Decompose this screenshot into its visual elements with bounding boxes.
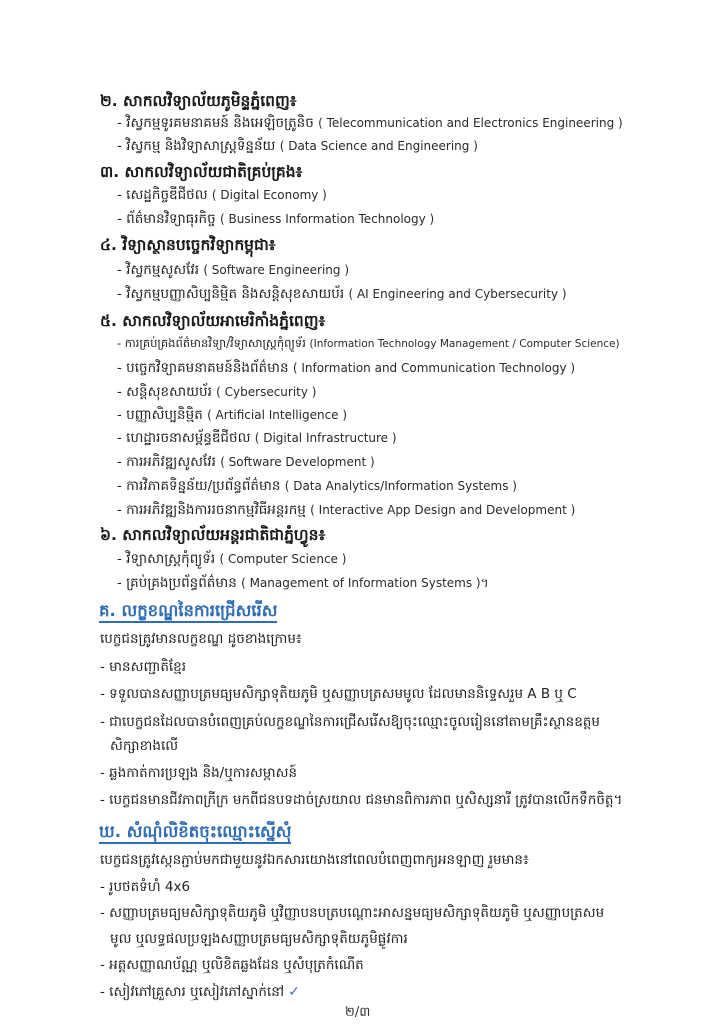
documents-item: - រូបថតទំហំ 4x6: [100, 879, 191, 895]
criteria-heading: គ. លក្ខខណ្ឌនៃការជ្រើសរើស: [99, 603, 277, 620]
criteria-item: - មានសញ្ជាតិខ្មែរ: [100, 659, 187, 675]
documents-item-continuation: មូល ឬលទ្ធផលប្រឡងសញ្ញាបត្រមធ្យមសិក្សាទុតិយភូមិផ្លូវការ: [110, 931, 408, 947]
documents-heading: ឃ. សំណុំលិខិតចុះឈ្មោះស្នើសុំ: [99, 824, 291, 841]
program-item: - បញ្ញាសិប្បនិម្មិត ( Artificial Intelligence ): [117, 407, 348, 423]
program-item: - សន្តិសុខសាយប័រ ( Cybersecurity ): [117, 384, 317, 400]
university-heading-5: ៥. សាកលវិទ្យាល័យអាមេរិកាំងភ្នំពេញ៖: [100, 312, 326, 330]
documents-item: - សៀវភៅគ្រួសារ ឬសៀវភៅស្នាក់នៅ ✓: [100, 984, 300, 1000]
university-heading-4: ៤. វិទ្យាស្ថានបច្ចេកវិទ្យាកម្ពុជា៖: [100, 236, 276, 254]
program-item: - សេដ្ឋកិច្ចឌីជីថល ( Digital Economy ): [117, 187, 327, 203]
criteria-item: - បេក្ខជនមានជីវភាពក្រីក្រ មកពីជនបទដាច់ស្រយាល ជនមានពិការភាព ឬសិស្សនារី ត្រូវបានលើកទឹកចិត្ត។: [100, 792, 623, 808]
criteria-item: - ជាបេក្ខជនដែលបានបំពេញគ្រប់លក្ខខណ្ឌនៃការជ្រើសរើសឱ្យចុះឈ្មោះចូលរៀននៅតាមគ្រឹះស្ថានឧត្តម: [100, 714, 600, 730]
criteria-item: - ឆ្លងកាត់ការប្រឡង និង/ឬការសម្ភាសន៍: [100, 765, 298, 781]
program-item: - វិស្វកម្ម និងវិទ្យាសាស្ត្រទិន្នន័យ ( Data Science and Engineering ): [117, 138, 478, 154]
program-item: - ការគ្រប់គ្រងព័ត៌មានវិទ្យា/វិទ្យាសាស្ត្រកុំព្យូទ័រ (Information Technology Management / Computer Science): [117, 336, 620, 350]
program-item: - ព័ត៌មានវិទ្យាធុរកិច្ច ( Business Information Technology ): [117, 211, 435, 227]
criteria-item-continuation: សិក្សាខាងលើ: [110, 738, 179, 754]
criteria-item: - ទទួលបានសញ្ញាបត្រមធ្យមសិក្សាទុតិយភូមិ ឬសញ្ញាបត្រសមមូល ដែលមាននិទ្ទេសរួម A B ឬ C: [100, 686, 577, 702]
handwritten-check-mark: ✓: [288, 984, 300, 1000]
program-item: - វិទ្យាសាស្ត្រកុំព្យូទ័រ ( Computer Science ): [117, 551, 347, 567]
program-item: - វិស្វកម្មទូរគមនាគមន៍ និងអេឡិចត្រូនិច ( Telecommunication and Electronics Engineering ): [117, 115, 623, 131]
program-item: - វិស្វកម្មសូសវែរ ( Software Engineering ): [117, 262, 350, 278]
documents-intro: បេក្ខជនត្រូវស្កេនភ្ជាប់មកជាមួយនូវឯកសារយោងនៅពេលបំពេញពាក្យអនឡាញ រួមមាន៖: [100, 852, 529, 868]
program-item: - បច្ចេកវិទ្យាគមនាគមន៍និងព័ត៌មាន ( Information and Communication Technology ): [117, 360, 576, 376]
university-heading-3: ៣. សាកលវិទ្យាល័យជាតិគ្រប់គ្រង៖: [100, 163, 303, 181]
program-item: - ការអភិវឌ្ឍសូសវែរ ( Software Development ): [117, 454, 375, 470]
program-item: - ការអភិវឌ្ឍនិងការរចនាកម្មវិធីអន្តរកម្ម ( Interactive App Design and Development ): [117, 502, 576, 518]
criteria-intro: បេក្ខជនត្រូវមានលក្ខខណ្ឌ ដូចខាងក្រោម៖: [100, 631, 302, 647]
page-number: ២/៣: [345, 1005, 371, 1020]
program-item: - ហេដ្ឋារចនាសម្ព័ន្ធឌីជីថល ( Digital Infrastructure ): [117, 430, 397, 446]
program-item: - វិស្វកម្មបញ្ញាសិប្បនិម្មិត និងសន្តិសុខសាយប័រ ( AI Engineering and Cybersecurity ): [117, 286, 567, 302]
documents-item: - សញ្ញាបត្រមធ្យមសិក្សាទុតិយភូមិ ឬវិញ្ញាបនបត្របណ្តោះអាសន្នមធ្យមសិក្សាទុតិយភូមិ ឬសញ្ញាបត្រសម: [100, 905, 605, 921]
university-heading-2: ២. សាកលវិទ្យាល័យភូមិន្ទភ្នំពេញ៖: [100, 92, 297, 110]
program-item: - គ្រប់គ្រងប្រព័ន្ធព័ត៌មាន ( Management of Information Systems )។: [117, 575, 489, 591]
documents-item: - អត្តសញ្ញាណប័ណ្ណ ឬលិខិតឆ្លងដែន ឬសំបុត្រកំណើត: [100, 957, 364, 973]
program-item: - ការវិភាគទិន្នន័យ/ប្រព័ន្ធព័ត៌មាន ( Data Analytics/Information Systems ): [117, 478, 517, 494]
university-heading-6: ៦. សាកលវិទ្យាល័យអន្តរជាតិជាភ្នំហ្វូន៖: [100, 526, 326, 544]
